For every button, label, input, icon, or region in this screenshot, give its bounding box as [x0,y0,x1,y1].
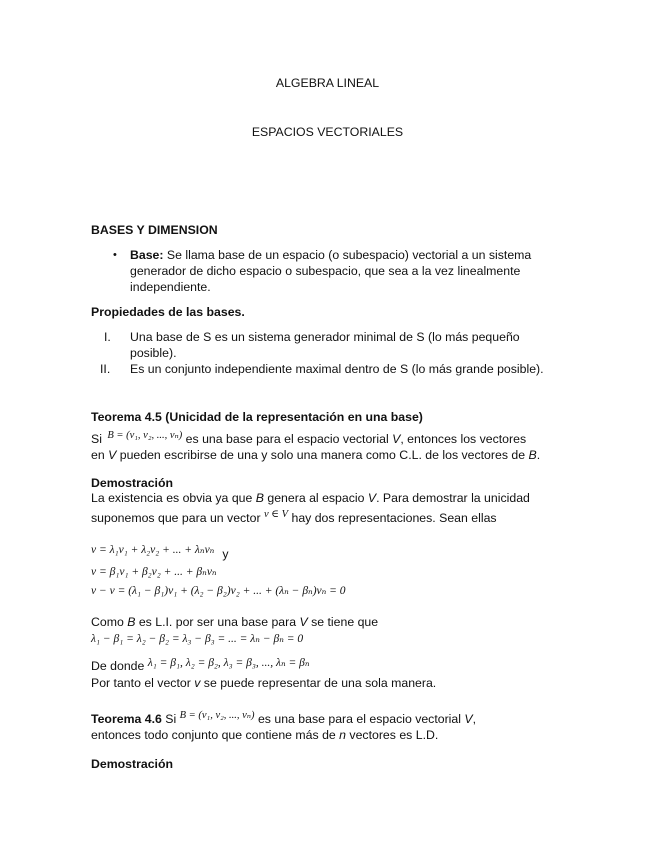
theorem-4-5-line2: en V pueden escribirse de una y solo una manera como C.L. de los vectores de B. [91,448,541,462]
equation-1: v = λ₁v₁ + λ₂v₂ + ... + λₙvₙ y [91,544,229,561]
document-subtitle: ESPACIOS VECTORIALES [251,125,404,139]
demo-heading: Demostración [91,757,174,771]
property-text-line1: Es un conjunto independiente maximal dentro de S (lo más grande posible). [130,362,544,376]
base-definition-line2: generador de dicho espacio o subespacio, que sea a la vez linealmente [130,264,521,278]
bullet-marker: • [113,249,117,261]
como-line: Como B es L.I. por ser una base para V se tiene que [91,615,379,629]
basis-formula: B = (v₁, v₂, ..., vₙ) [179,710,255,721]
theorem-4-5-title: Teorema 4.5 (Unicidad de la representación en una base) [91,410,423,424]
base-term: Base: [130,248,164,262]
base-definition-line3: independiente. [130,280,211,294]
properties-heading: Propiedades de las bases. [91,305,245,319]
equation-3: v − v = (λ₁ − β₁)v₁ + (λ₂ − β₂)v₂ + ... + (λₙ − βₙ)vₙ = 0 [91,585,346,597]
demo-line1: La existencia es obvia ya que B genera al espacio V. Para demostrar la unicidad [91,491,530,505]
property-number: II. [100,362,111,376]
demo-line2: suponemos que para un vector v ∈ V hay dos representaciones. Sean ellas [91,509,497,525]
theorem-4-6-title: Teorema 4.6 [91,712,162,726]
demo-heading: Demostración [91,476,174,490]
basis-formula: B = (v₁, v₂, ..., vₙ) [107,430,183,441]
conclusion-line: Por tanto el vector v se puede representar de una sola manera. [91,676,437,690]
theorem-4-6-line2: entonces todo conjunto que contiene más de n vectores es L.D. [91,728,439,742]
equation-2: v = β₁v₁ + β₂v₂ + ... + βₙvₙ [91,566,217,578]
equation-4: λ₁ − β₁ = λ₂ − β₂ = λ₃ − β₃ = ... = λₙ − βₙ = 0 [91,633,304,645]
property-text-line2: posible). [130,346,177,360]
property-number: I. [104,330,111,344]
base-definition-line1: Base: Se llama base de un espacio (o subespacio) vectorial a un sistema [130,248,532,262]
theorem-4-5-line1: Si B = (v₁, v₂, ..., vₙ) es una base para el espacio vectorial V, entonces los vectores [91,430,527,446]
membership-formula: v ∈ V [263,509,289,520]
theorem-4-6-line1: Teorema 4.6 Si B = (v₁, v₂, ..., vₙ) es una base para el espacio vectorial V, [91,710,477,726]
de-donde-line: De donde λ₁ = β₁, λ₂ = β₂, λ₃ = β₃, ..., λₙ = βₙ [91,657,310,673]
equation-5: λ₁ = β₁, λ₂ = β₂, λ₃ = β₃, ..., λₙ = βₙ [147,657,310,669]
document-title: ALGEBRA LINEAL [275,76,380,90]
property-text-line1: Una base de S es un sistema generador minimal de S (lo más pequeño [130,330,520,344]
section-heading: BASES Y DIMENSION [91,223,218,237]
